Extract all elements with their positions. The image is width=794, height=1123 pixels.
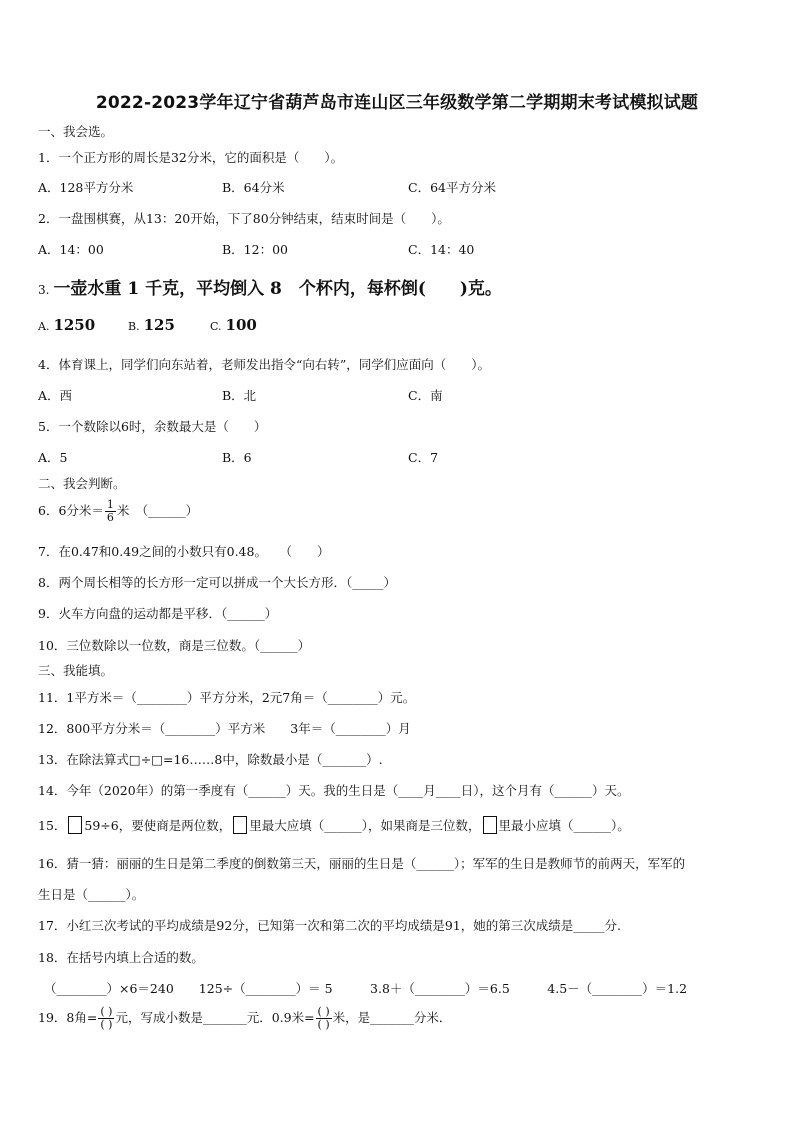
option-c: C．7 [408, 450, 439, 465]
question-15 [38, 816, 630, 834]
question-2: 2．一盘围棋赛，从13：20开始，下了80分钟结束，结束时间是（ ）。 [38, 211, 450, 226]
fraction [316, 1006, 332, 1031]
question-5: 5．一个数除以6时，余数最大是（ ） [38, 419, 267, 434]
question-3-number: 3. [38, 283, 50, 297]
option-a: A．西 [38, 388, 73, 403]
question-18: 18．在括号内填上合适的数。 [38, 950, 204, 965]
question-16-line-1: 16．猜一猜：丽丽的生日是第二季度的倒数第三天，丽丽的生日是（______）；军军的生日是教师节的前两天，军军的 [38, 856, 686, 871]
question-4: 4．体育课上，同学们向东站着，老师发出指令“向右转”，同学们应面向（ ）。 [38, 357, 490, 372]
page-title: 2022-2023学年辽宁省葫芦岛市连山区三年级数学第二学期期末考试模拟试题 [95, 93, 699, 113]
option-c: C．64平方分米 [408, 180, 496, 195]
question-15-number: 15． [38, 818, 67, 833]
question-11: 11．1平方米＝（________）平方分米，2元7角＝（________）元。 [38, 690, 416, 705]
option-a: A．5 [38, 450, 68, 465]
question-1: 1．一个正方形的周长是32分米，它的面积是（ ）。 [38, 150, 344, 165]
question-10: 10．三位数除以一位数，商是三位数。（______） [38, 638, 311, 653]
section-heading-1: 一、我会选。 [38, 124, 114, 139]
question-6-prefix: 6．6分米＝ [38, 503, 104, 518]
question-3-text: 一壶水重 1 千克，平均倒入 8 个杯内，每杯倒( )克。 [53, 279, 502, 299]
question-19 [38, 1006, 451, 1031]
fraction-denominator: 6 [106, 511, 114, 524]
question-15-part-1: 59÷6，要使商是两位数， [84, 818, 232, 833]
option-c [210, 316, 257, 334]
question-16-line-2: 生日是（______）。 [38, 887, 145, 902]
option-a: A．128平方分米 [38, 180, 134, 195]
question-3 [38, 274, 502, 299]
option-b [128, 316, 175, 334]
option-c-value: 100 [225, 316, 257, 334]
option-a [38, 316, 95, 334]
question-19-part-3: 米，是_______分米． [332, 1010, 452, 1025]
fraction-numerator: ( ) [100, 1005, 113, 1018]
fraction-denominator: ( ) [317, 1018, 330, 1031]
option-b: B．12：00 [222, 242, 288, 257]
answer-box [68, 816, 82, 834]
answer-box [483, 816, 497, 834]
option-b-label: B. [128, 320, 140, 333]
section-heading-3: 三、我能填。 [38, 663, 114, 678]
fraction-denominator: ( ) [100, 1018, 113, 1031]
question-15-part-2: 里最大应填（______），如果商是三位数， [249, 818, 481, 833]
fraction-numerator: ( ) [317, 1005, 330, 1018]
question-6 [38, 499, 198, 524]
option-c: C．14：40 [408, 242, 475, 257]
question-13: 13．在除法算式□÷□=16……8中，除数最小是（_______）. [38, 752, 383, 767]
option-a-value: 1250 [53, 316, 96, 334]
question-18-equations: （________）×6＝240 125÷（________）＝ 5 3.8＋（________）＝6.5 4.5－（________）＝1.2 [44, 981, 688, 996]
option-b: B．6 [222, 450, 252, 465]
fraction [105, 499, 116, 524]
section-heading-2: 二、我会判断。 [38, 476, 126, 491]
answer-box [233, 816, 247, 834]
question-19-part-2: 元，写成小数是_______元．0.9米= [115, 1010, 315, 1025]
option-b: B．北 [222, 388, 257, 403]
option-c-label: C. [210, 320, 222, 333]
question-12: 12．800平方分米＝（________）平方米 3年＝（________）月 [38, 721, 411, 736]
fraction-numerator: 1 [106, 498, 114, 511]
question-19-part-1: 19．8角= [38, 1010, 98, 1025]
option-a-label: A. [38, 320, 50, 333]
question-17: 17．小红三次考试的平均成绩是92分，已知第一次和第二次的平均成绩是91，她的第三次成绩是_____分. [38, 918, 621, 933]
fraction [98, 1006, 114, 1031]
question-15-part-3: 里最小应填（______）。 [498, 818, 630, 833]
question-6-suffix: 米 （______） [116, 503, 199, 518]
question-9: 9．火车方向盘的运动都是平移．（______） [38, 606, 278, 621]
question-7: 7．在0.47和0.49之间的小数只有0.48。 （ ） [38, 544, 330, 559]
option-a: A．14：00 [38, 242, 104, 257]
option-c: C．南 [408, 388, 443, 403]
question-14: 14．今年（2020年）的第一季度有（______）天。我的生日是（____月____日），这个月有（______）天。 [38, 783, 630, 798]
option-b-value: 125 [143, 316, 175, 334]
question-8: 8．两个周长相等的长方形一定可以拼成一个大长方形．（_____） [38, 575, 396, 590]
option-b: B．64分米 [222, 180, 285, 195]
